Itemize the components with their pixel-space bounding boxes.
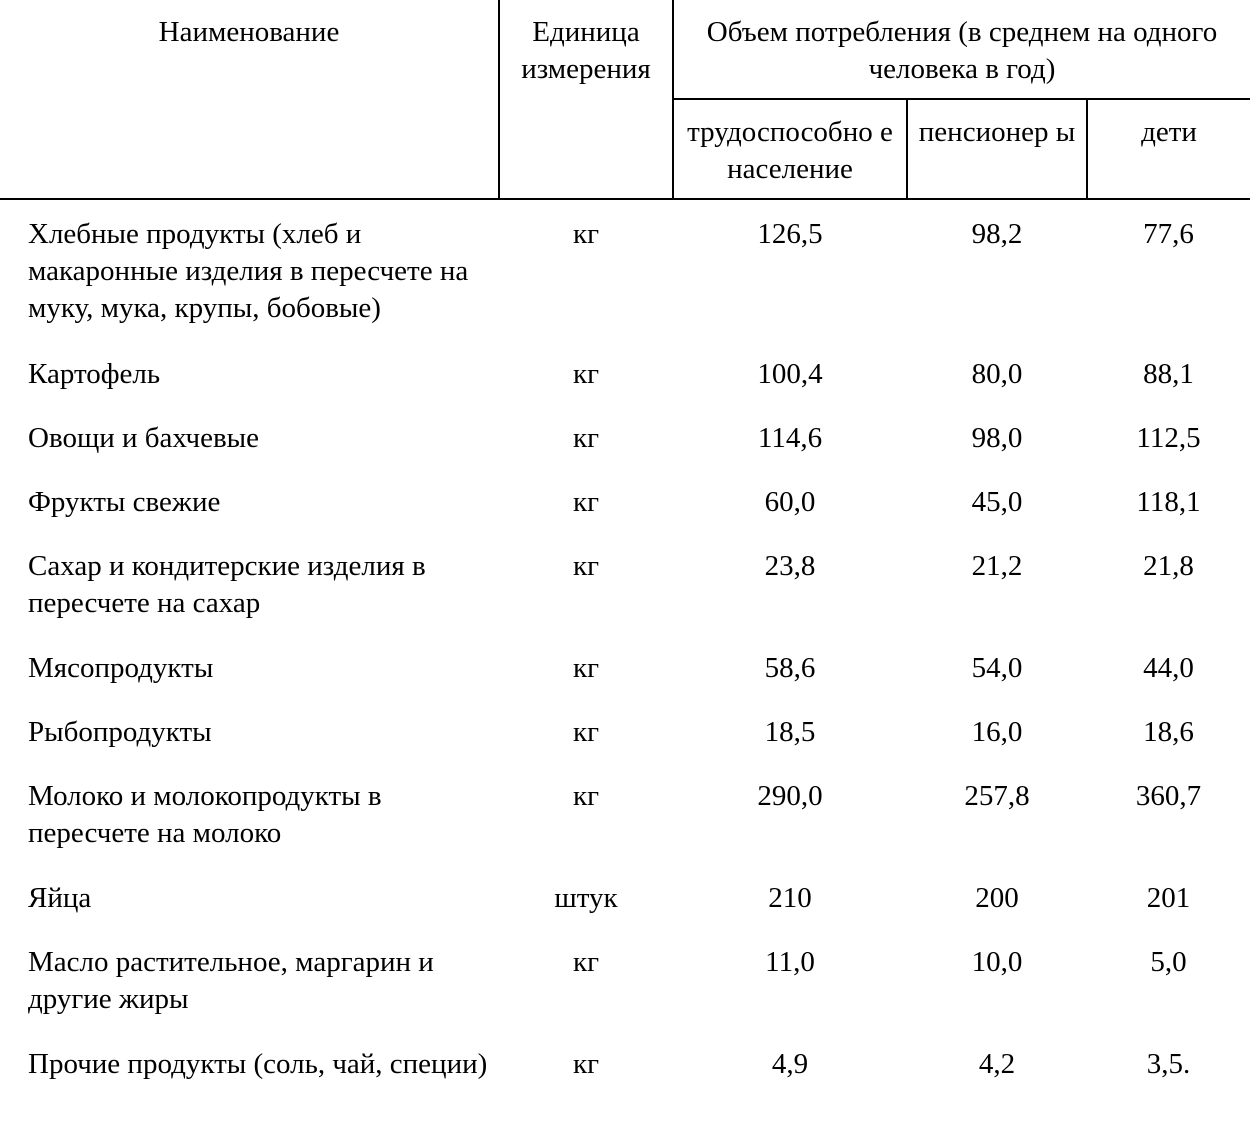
value-working: 60,0 — [764, 486, 816, 518]
table-row — [0, 650, 1250, 714]
product-name: Рыбопродукты — [28, 716, 212, 748]
product-unit: штук — [554, 882, 618, 914]
value-children: 77,6 — [1143, 218, 1194, 250]
product-unit: кг — [573, 780, 599, 812]
value-pensioners: 98,0 — [971, 422, 1023, 454]
value-pensioners: 10,0 — [971, 946, 1023, 978]
value-children: 3,5. — [1146, 1048, 1191, 1080]
product-name: Картофель — [28, 358, 161, 390]
value-working: 18,5 — [764, 716, 816, 748]
table-row — [0, 548, 1250, 650]
product-unit: кг — [573, 946, 599, 978]
table-row — [0, 880, 1250, 944]
value-children: 21,8 — [1143, 550, 1194, 582]
product-unit: кг — [573, 422, 599, 454]
table-header — [0, 0, 1250, 199]
product-name: Мясопродукты — [28, 652, 214, 684]
product-unit: кг — [573, 550, 599, 582]
value-pensioners: 16,0 — [971, 716, 1023, 748]
product-unit: кг — [573, 486, 599, 518]
value-working: 210 — [768, 882, 812, 914]
value-pensioners: 98,2 — [971, 218, 1023, 250]
product-name: Яйца — [28, 882, 92, 914]
value-working: 58,6 — [764, 652, 816, 684]
header-working-population: трудоспособно е население — [673, 99, 907, 199]
value-working: 290,0 — [757, 780, 823, 812]
value-working: 23,8 — [764, 550, 816, 582]
header-pensioners: пенсионер ы — [907, 99, 1087, 199]
product-unit: кг — [573, 358, 599, 390]
table-row — [0, 356, 1250, 420]
product-name: Хлебные продукты (хлеб и макаронные изделия в пересчете на муку, мука, крупы, бобовые) — [28, 218, 469, 324]
product-unit: кг — [573, 716, 599, 748]
value-pensioners: 45,0 — [971, 486, 1023, 518]
table-row — [0, 1046, 1250, 1110]
value-pensioners: 257,8 — [964, 780, 1030, 812]
header-name: Наименование — [0, 0, 499, 199]
product-name: Овощи и бахчевые — [28, 422, 259, 454]
table-row — [0, 778, 1250, 880]
header-children: дети — [1087, 99, 1250, 199]
value-children: 5,0 — [1150, 946, 1187, 978]
product-name: Прочие продукты (соль, чай, специи) — [28, 1048, 488, 1080]
table-row — [0, 484, 1250, 548]
table-body — [0, 199, 1250, 1110]
value-pensioners: 200 — [975, 882, 1019, 914]
value-working: 114,6 — [757, 422, 823, 454]
product-unit: кг — [573, 652, 599, 684]
value-children: 112,5 — [1136, 422, 1201, 454]
value-working: 100,4 — [757, 358, 823, 390]
product-name: Фрукты свежие — [28, 486, 221, 518]
value-children: 360,7 — [1135, 780, 1202, 812]
product-name: Сахар и кондитерские изделия в пересчете на сахар — [28, 550, 426, 619]
table-row — [0, 199, 1250, 356]
table-row — [0, 944, 1250, 1046]
product-unit: кг — [573, 1048, 599, 1080]
value-children: 18,6 — [1143, 716, 1194, 748]
value-children: 118,1 — [1136, 486, 1201, 518]
value-working: 11,0 — [765, 946, 815, 978]
value-working: 4,9 — [771, 1048, 809, 1080]
product-unit: кг — [573, 218, 599, 250]
value-children: 88,1 — [1143, 358, 1194, 390]
table-row — [0, 420, 1250, 484]
value-pensioners: 54,0 — [971, 652, 1023, 684]
product-name: Масло растительное, маргарин и другие жиры — [28, 946, 434, 1015]
product-name: Молоко и молокопродукты в пересчете на молоко — [28, 780, 382, 849]
value-working: 126,5 — [757, 218, 823, 250]
value-pensioners: 21,2 — [971, 550, 1023, 582]
value-pensioners: 80,0 — [971, 358, 1023, 390]
header-unit: Единица измерения — [499, 0, 673, 199]
header-consumption-volume: Объем потребления (в среднем на одного человека в год) — [673, 0, 1250, 99]
table-row — [0, 714, 1250, 778]
value-pensioners: 4,2 — [978, 1048, 1016, 1080]
value-children: 44,0 — [1143, 652, 1194, 684]
value-children: 201 — [1146, 882, 1191, 914]
